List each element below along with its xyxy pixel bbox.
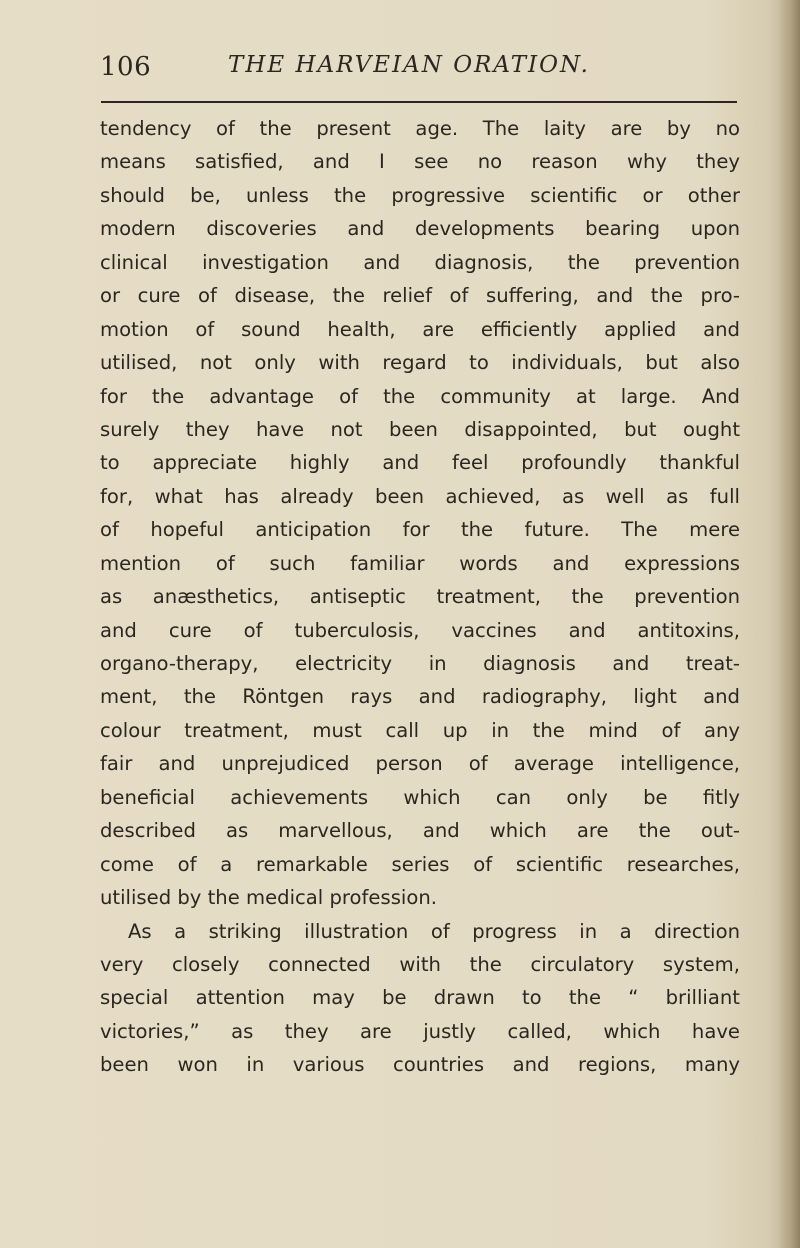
text-line: or cure of disease, the relief of suffering, and the pro- bbox=[100, 284, 740, 308]
text-line: motion of sound health, are efficiently applied and bbox=[100, 317, 740, 341]
text-line: ment, the Röntgen rays and radiography, light and bbox=[100, 685, 740, 709]
text-line: of hopeful anticipation for the future. The mere bbox=[100, 518, 740, 542]
text-line: means satisfied, and I see no reason why they bbox=[100, 150, 740, 174]
page-number: 106 bbox=[100, 52, 152, 82]
page-header bbox=[100, 52, 740, 92]
header-rule bbox=[101, 101, 737, 103]
text-line: to appreciate highly and feel profoundly thankful bbox=[100, 451, 740, 475]
text-line: tendency of the present age. The laity are by no bbox=[100, 117, 740, 140]
running-title: THE HARVEIAN ORATION. bbox=[228, 52, 590, 78]
text-line: modern discoveries and developments bearing upon bbox=[100, 217, 740, 241]
text-line: As a striking illustration of progress in a direction bbox=[128, 919, 740, 943]
body-text bbox=[100, 112, 740, 1082]
page-edge-shadow bbox=[778, 0, 800, 1248]
text-line: colour treatment, must call up in the mind of any bbox=[100, 718, 740, 742]
text-line: special attention may be drawn to the “ brilliant bbox=[100, 986, 740, 1010]
text-line: fair and unprejudiced person of average intelligence, bbox=[100, 752, 740, 776]
text-line: for the advantage of the community at large. And bbox=[100, 384, 740, 408]
text-line: very closely connected with the circulatory system, bbox=[100, 952, 740, 976]
text-line: and cure of tuberculosis, vaccines and antitoxins, bbox=[100, 618, 740, 642]
text-line: surely they have not been disappointed, but ought bbox=[100, 417, 740, 441]
text-line: utilised by the medical profession. bbox=[100, 886, 437, 910]
text-line: organo-therapy, electricity in diagnosis and treat- bbox=[100, 652, 740, 675]
text-line: utilised, not only with regard to individuals, but also bbox=[100, 351, 740, 375]
text-line: for, what has already been achieved, as well as full bbox=[100, 484, 740, 508]
text-line: described as marvellous, and which are the out- bbox=[100, 819, 740, 843]
text-line: victories,” as they are justly called, which have bbox=[100, 1019, 740, 1043]
text-line: mention of such familiar words and expressions bbox=[100, 551, 740, 575]
text-line: come of a remarkable series of scientific researches, bbox=[100, 852, 740, 876]
text-line: beneficial achievements which can only be fitly bbox=[100, 785, 740, 809]
text-line: should be, unless the progressive scientific or other bbox=[100, 183, 740, 207]
text-line: been won in various countries and regions, many bbox=[100, 1053, 740, 1077]
text-line: clinical investigation and diagnosis, the prevention bbox=[100, 250, 740, 274]
text-line: as anæsthetics, antiseptic treatment, the prevention bbox=[100, 585, 740, 609]
